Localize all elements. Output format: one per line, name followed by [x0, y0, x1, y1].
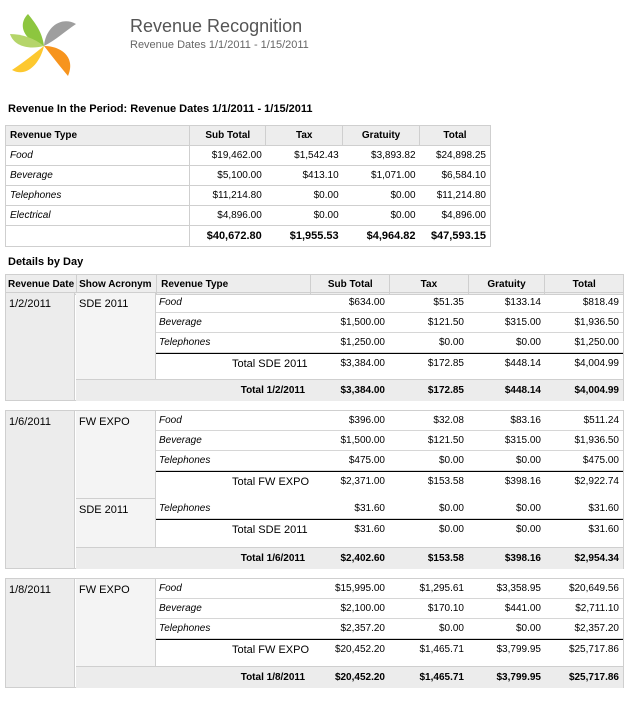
gratuity: $0.00 — [515, 455, 541, 466]
column-header: Sub Total — [311, 275, 390, 295]
total: $4,004.99 — [574, 385, 619, 396]
gratuity: $448.14 — [504, 385, 541, 396]
gratuity: $1,071.00 — [343, 166, 420, 186]
sub-total: $1,500.00 — [340, 317, 385, 328]
sub-total: $4,896.00 — [190, 206, 266, 226]
column-header: Gratuity — [343, 126, 420, 146]
report-title: Revenue Recognition — [130, 16, 303, 36]
subtotal-label: Total FW EXPO — [232, 644, 310, 656]
summary-row — [6, 206, 491, 226]
total: $2,711.10 — [575, 603, 619, 614]
gratuity: $0.00 — [515, 337, 541, 348]
total: $31.60 — [588, 524, 619, 535]
show-subtotal-row — [156, 519, 623, 539]
day-total-label: Total 1/2/2011 — [240, 385, 305, 396]
tax: $0.00 — [438, 503, 464, 514]
sub-total: $5,100.00 — [190, 166, 266, 186]
revenue-type: Beverage — [6, 166, 190, 186]
show-acronym: FW EXPO — [76, 411, 156, 498]
subtotal-label: Total FW EXPO — [232, 476, 310, 488]
details-heading: Details by Day — [8, 256, 84, 268]
column-header: Revenue Type — [157, 275, 311, 295]
day-total-label: Total 1/6/2011 — [240, 553, 305, 564]
total: $20,649.56 — [568, 583, 619, 594]
sub-total: $40,672.80 — [190, 226, 266, 247]
total: $2,922.74 — [574, 476, 619, 487]
gratuity: $133.14 — [504, 297, 541, 308]
tax: $121.50 — [427, 317, 464, 328]
gratuity: $0.00 — [343, 206, 420, 226]
day-total-row — [76, 379, 623, 401]
revenue-date: 1/6/2011 — [6, 411, 75, 568]
tax: $153.58 — [427, 476, 464, 487]
total: $4,004.99 — [574, 358, 619, 369]
gratuity: $83.16 — [510, 415, 541, 426]
revenue-type: Telephones — [6, 186, 190, 206]
revenue-date: 1/2/2011 — [6, 293, 75, 400]
gratuity: $448.14 — [504, 358, 541, 369]
detail-row — [156, 599, 623, 619]
tax: $1,542.43 — [266, 146, 343, 166]
tax: $0.00 — [266, 186, 343, 206]
column-header: Total — [420, 126, 491, 146]
column-header: Tax — [390, 275, 469, 295]
tax: $0.00 — [266, 206, 343, 226]
tax: $413.10 — [266, 166, 343, 186]
revenue-type: Beverage — [159, 435, 202, 446]
sub-total: $11,214.80 — [190, 186, 266, 206]
tax: $121.50 — [427, 435, 464, 446]
summary-row — [6, 186, 491, 206]
summary-row — [6, 166, 491, 186]
revenue-type: Food — [159, 583, 182, 594]
gratuity: $3,358.95 — [496, 583, 541, 594]
gratuity: $3,799.95 — [496, 672, 541, 683]
total: $11,214.80 — [420, 186, 491, 206]
sub-total: $31.60 — [354, 524, 385, 535]
gratuity: $3,893.82 — [343, 146, 420, 166]
column-header: Revenue Date — [6, 275, 77, 295]
sub-total: $3,384.00 — [340, 385, 385, 396]
day-group — [5, 410, 624, 569]
total: $31.60 — [588, 503, 619, 514]
total: $511.24 — [583, 415, 619, 426]
detail-row — [156, 579, 623, 599]
show-subtotal-row — [156, 639, 623, 659]
sub-total: $475.00 — [348, 455, 385, 466]
gratuity: $0.00 — [343, 186, 420, 206]
column-header: Revenue Type — [6, 126, 190, 146]
show-rows — [156, 579, 623, 659]
sub-total: $20,452.20 — [334, 644, 385, 655]
detail-row — [156, 451, 623, 471]
detail-row — [156, 431, 623, 451]
revenue-date: 1/8/2011 — [6, 579, 75, 687]
revenue-type: Telephones — [159, 623, 211, 634]
summary-row — [6, 146, 491, 166]
tax: $170.10 — [427, 603, 464, 614]
gratuity: $0.00 — [515, 524, 541, 535]
tax: $172.85 — [427, 385, 464, 396]
sub-total: $2,402.60 — [340, 553, 385, 564]
total: $25,717.86 — [568, 644, 619, 655]
sub-total: $19,462.00 — [190, 146, 266, 166]
detail-row — [156, 293, 623, 313]
total: $1,936.50 — [574, 317, 619, 328]
gratuity: $0.00 — [515, 503, 541, 514]
day-group — [5, 578, 624, 688]
total: $1,936.50 — [574, 435, 619, 446]
column-header: Gratuity — [468, 275, 545, 295]
day-group — [5, 292, 624, 401]
tax: $0.00 — [438, 337, 464, 348]
report-subtitle: Revenue Dates 1/1/2011 - 1/15/2011 — [130, 39, 309, 51]
total: $475.00 — [582, 455, 619, 466]
gratuity: $3,799.95 — [496, 644, 541, 655]
total: $25,717.86 — [568, 672, 619, 683]
revenue-type: Electrical — [6, 206, 190, 226]
revenue-type: Telephones — [159, 337, 211, 348]
sub-total: $634.00 — [348, 297, 385, 308]
revenue-type: Food — [159, 415, 182, 426]
gratuity: $398.16 — [504, 476, 541, 487]
sub-total: $20,452.20 — [334, 672, 385, 683]
gratuity: $398.16 — [504, 553, 541, 564]
detail-row — [156, 313, 623, 333]
total: $818.49 — [582, 297, 619, 308]
show-rows — [156, 293, 623, 373]
sub-total: $3,384.00 — [340, 358, 385, 369]
total: $4,896.00 — [420, 206, 491, 226]
gratuity: $0.00 — [515, 623, 541, 634]
tax: $51.35 — [433, 297, 464, 308]
sub-total: $396.00 — [348, 415, 385, 426]
column-header: Tax — [266, 126, 343, 146]
subtotal-label: Total SDE 2011 — [232, 524, 308, 536]
show-subtotal-row — [156, 353, 623, 373]
sub-total: $2,100.00 — [340, 603, 385, 614]
tax: $0.00 — [438, 524, 464, 535]
tax: $1,465.71 — [419, 672, 464, 683]
revenue-type: Food — [159, 297, 182, 308]
total: $24,898.25 — [420, 146, 491, 166]
detail-row — [156, 411, 623, 431]
show-acronym: SDE 2011 — [76, 498, 156, 547]
total: $1,250.00 — [574, 337, 619, 348]
detail-row — [156, 499, 623, 519]
show-subtotal-row — [156, 471, 623, 491]
column-header: Sub Total — [190, 126, 266, 146]
period-heading: Revenue In the Period: Revenue Dates 1/1/2011 - 1/15/2011 — [8, 103, 313, 115]
tax: $172.85 — [427, 358, 464, 369]
subtotal-label: Total SDE 2011 — [232, 358, 308, 370]
show-rows — [156, 499, 623, 539]
column-header: Show Acronym — [77, 275, 157, 295]
day-total-label: Total 1/8/2011 — [240, 672, 305, 683]
tax: $0.00 — [438, 623, 464, 634]
tax: $0.00 — [438, 455, 464, 466]
total: $2,357.20 — [574, 623, 619, 634]
total: $6,584.10 — [420, 166, 491, 186]
period-summary-table — [5, 125, 491, 247]
revenue-type: Beverage — [159, 603, 202, 614]
show-rows — [156, 411, 623, 491]
gratuity: $4,964.82 — [343, 226, 420, 247]
tax: $1,465.71 — [419, 644, 464, 655]
revenue-type: Beverage — [159, 317, 202, 328]
sub-total: $31.60 — [354, 503, 385, 514]
show-acronym: SDE 2011 — [76, 293, 156, 380]
tax: $1,955.53 — [266, 226, 343, 247]
day-total-row — [76, 666, 623, 688]
show-acronym: FW EXPO — [76, 579, 156, 666]
day-total-row — [76, 547, 623, 569]
revenue-type: Telephones — [159, 503, 211, 514]
gratuity: $315.00 — [504, 435, 541, 446]
gratuity: $441.00 — [504, 603, 541, 614]
revenue-type: Telephones — [159, 455, 211, 466]
tax: $1,295.61 — [419, 583, 464, 594]
gratuity: $315.00 — [504, 317, 541, 328]
summary-total-row — [6, 226, 491, 247]
total: $2,954.34 — [574, 553, 619, 564]
revenue-type: Food — [6, 146, 190, 166]
tax: $153.58 — [427, 553, 464, 564]
tax: $32.08 — [433, 415, 464, 426]
sub-total: $2,357.20 — [340, 623, 385, 634]
sub-total: $1,500.00 — [340, 435, 385, 446]
detail-row — [156, 619, 623, 639]
sub-total: $2,371.00 — [340, 476, 385, 487]
summary-header-row — [6, 126, 491, 146]
sub-total: $1,250.00 — [340, 337, 385, 348]
column-header: Total — [545, 275, 624, 295]
sub-total: $15,995.00 — [334, 583, 385, 594]
detail-row — [156, 333, 623, 353]
company-logo — [6, 6, 82, 88]
total: $47,593.15 — [420, 226, 491, 247]
